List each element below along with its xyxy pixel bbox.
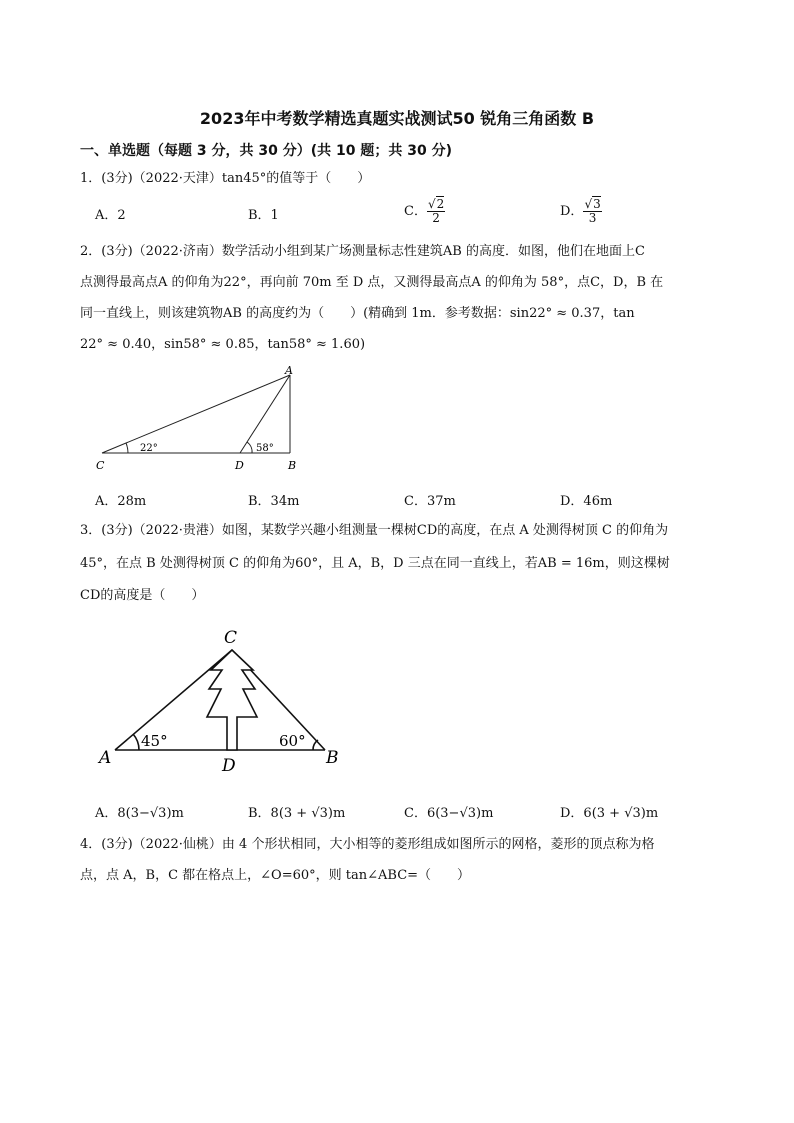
q2-option-b: B．34m [248,494,300,509]
q3-option-c: C．6(3−√3)m [404,806,494,821]
q1-option-c [404,198,445,225]
fig2-label-a: A [285,364,293,377]
question-2-figure [90,362,310,477]
question-2-line-3: 同一直线上，则该建筑物AB 的高度约为（ ）(精确到 1m．参考数据：sin22° ≈ 0.37，tan [80,306,635,321]
q2-option-c: C．37m [404,494,456,509]
question-4-line-2: 点，点 A，B，C 都在格点上，∠O=60°，则 tan∠ABC=（ ） [80,868,471,883]
section-heading: 一、单选题（每题 3 分，共 30 分）(共 10 题；共 30 分) [80,143,452,159]
q1-option-a: A．2 [95,208,126,223]
fig2-label-b: B [288,459,297,472]
q1-c-numerator: 2 [436,197,445,211]
q2-option-d: D．46m [560,494,613,509]
question-2-line-4: 22° ≈ 0.40，sin58° ≈ 0.85，tan58° ≈ 1.60) [80,337,366,352]
q1-d-numerator: 3 [593,197,601,211]
q3-option-d: D．6(3 + √3)m [560,806,659,821]
sqrt-symbol: √ [584,197,593,211]
q1-option-c-fraction [427,198,445,225]
question-3-line-2: 45°，在点 B 处测得树顶 C 的仰角为60°，且 A，B，D 三点在同一直线上，若AB = 16m，则这棵树 [80,556,670,571]
q1-d-denominator: 3 [588,211,597,225]
fig3-label-c: C [224,628,238,648]
fig2-label-d: D [235,459,244,472]
q2-option-a: A．28m [95,494,147,509]
fig3-label-b: B [326,748,339,768]
fig3-angle-60: 60° [279,732,306,750]
q1-option-c-label: C． [404,204,427,219]
fig3-label-a: A [99,748,112,768]
question-3-line-1: 3．(3分)（2022·贵港）如图，某数学兴趣小组测量一棵树CD的高度，在点 A 处测得树顶 C 的仰角为 [80,523,669,538]
fig2-angle-58: 58° [256,443,274,454]
fig2-angle-22: 22° [140,443,158,454]
fig3-angle-45: 45° [141,732,168,750]
sqrt-symbol: √ [427,197,436,211]
q1-option-d [560,198,602,225]
question-2-line-1: 2．(3分)（2022·济南）数学活动小组到某广场测量标志性建筑AB 的高度．如图，他们在地面上C [80,244,645,259]
question-3-line-3: CD的高度是（ ） [80,588,205,603]
q1-option-d-label: D． [560,204,584,219]
q3-option-b: B．8(3 + √3)m [248,806,346,821]
q1-option-b: B．1 [248,208,279,223]
fig2-label-c: C [96,459,105,472]
question-1-text: 1．(3分)（2022·天津）tan45°的值等于（ ） [80,171,371,186]
question-3-figure [95,622,355,778]
q1-option-d-fraction [583,198,601,225]
fig3-label-d: D [222,756,236,776]
question-2-line-2: 点测得最高点A 的仰角为22°，再向前 70m 至 D 点，又测得最高点A 的仰角为 58°，点C，D，B 在 [80,275,664,290]
q3-option-a: A．8(3−√3)m [95,806,184,821]
q1-c-denominator: 2 [432,211,440,225]
question-4-line-1: 4．(3分)（2022·仙桃）由 4 个形状相同，大小相等的菱形组成如图所示的网格，菱形的顶点称为格 [80,837,655,852]
page-title: 2023年中考数学精选真题实战测试50 锐角三角函数 B [199,109,595,128]
